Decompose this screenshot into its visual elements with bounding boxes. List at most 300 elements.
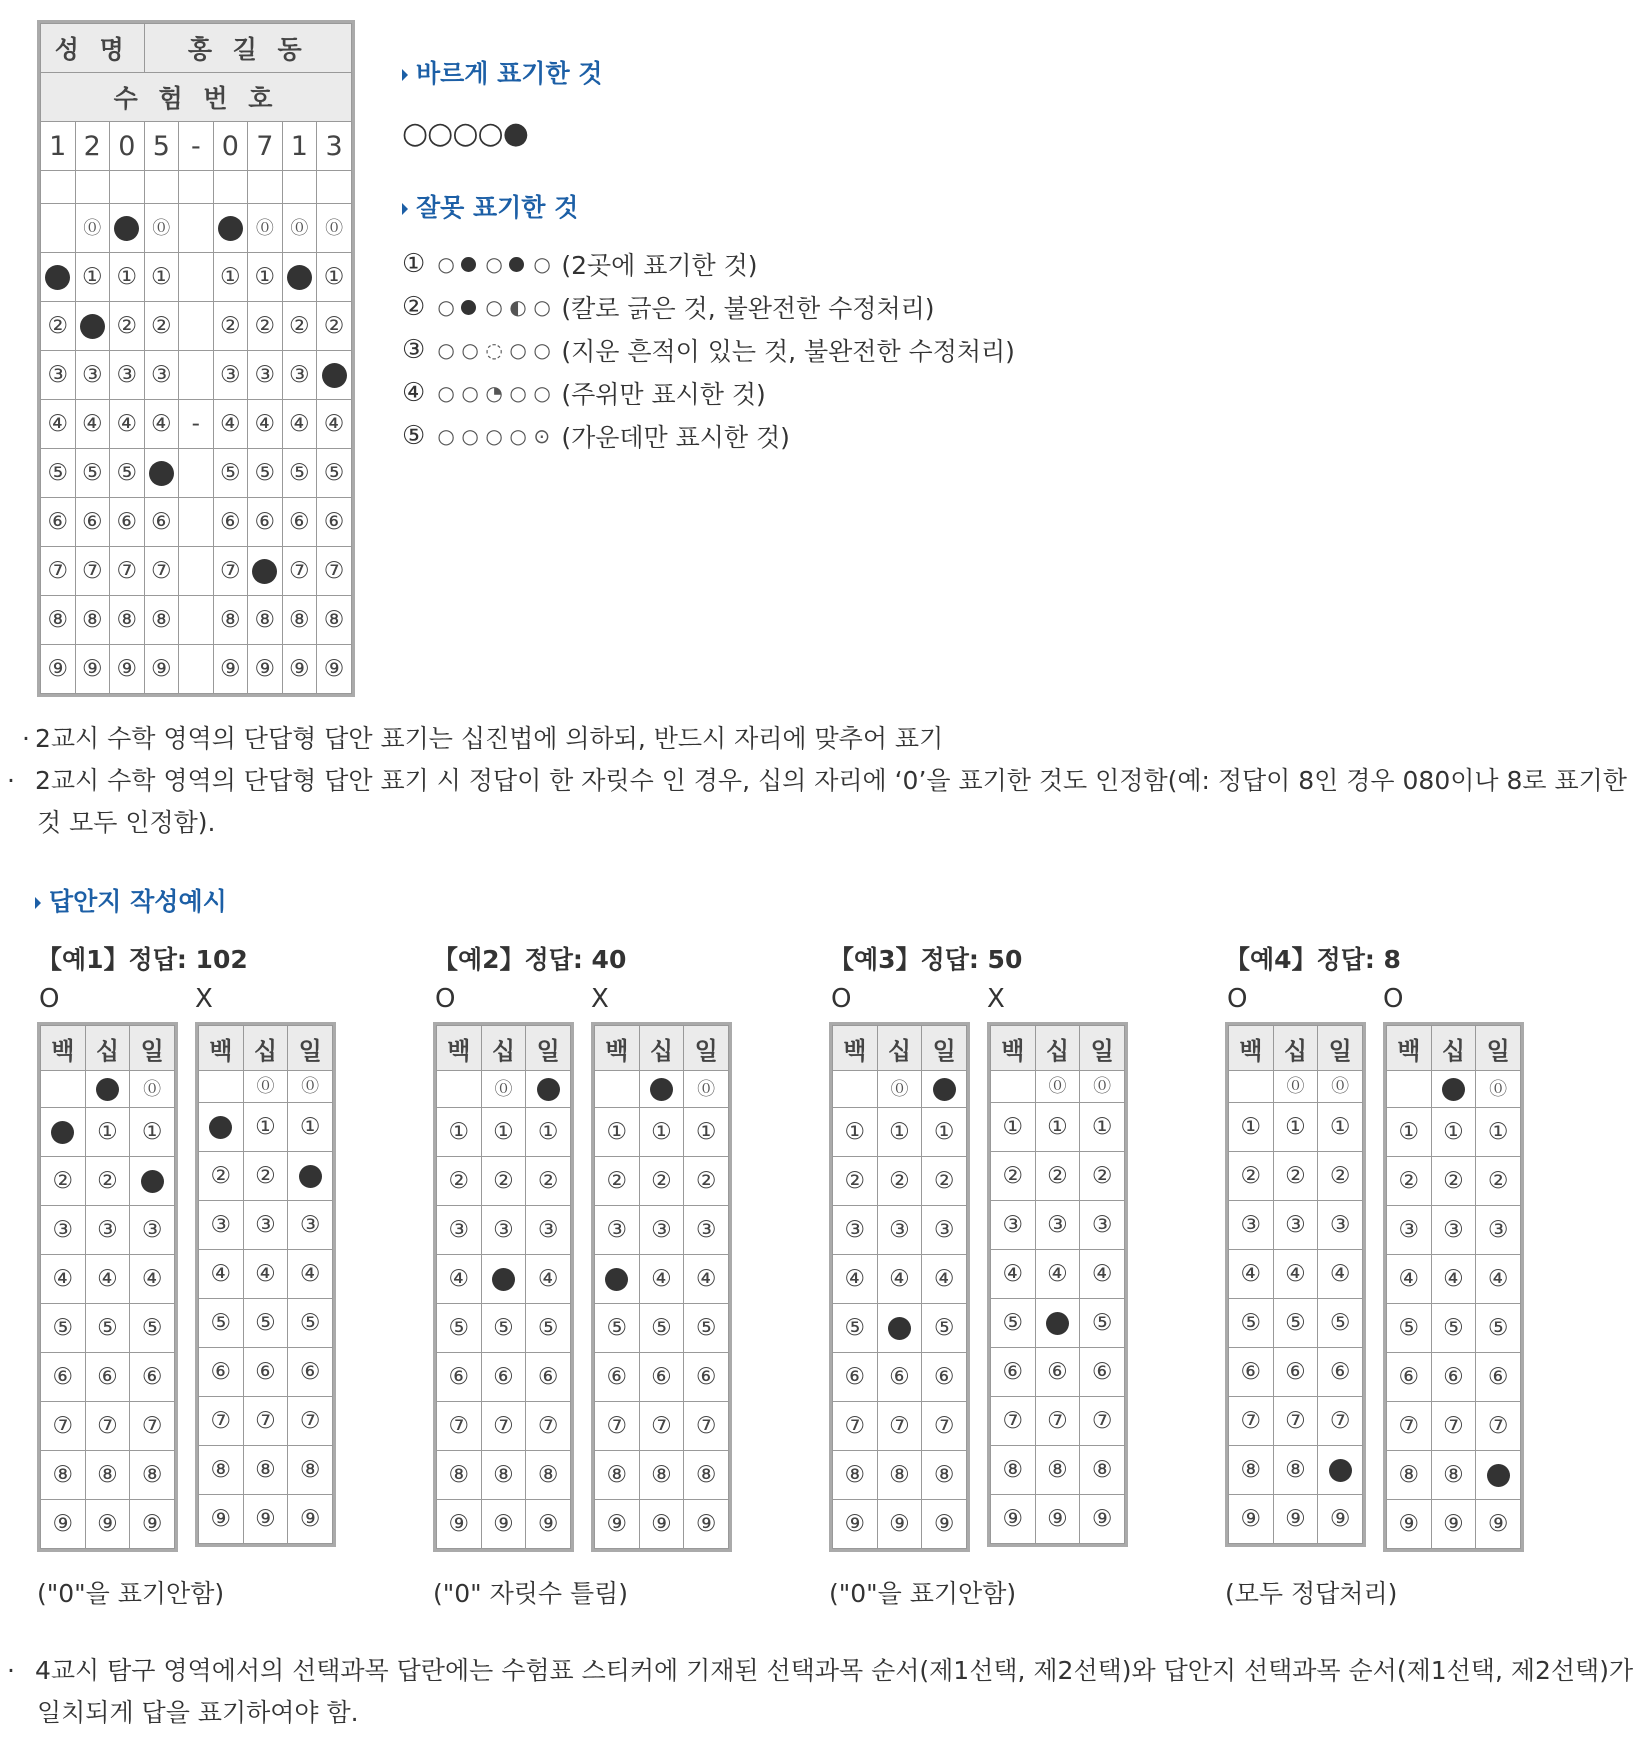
grid-cell[interactable]: [1273, 1103, 1318, 1152]
grid-cell[interactable]: [1318, 1201, 1363, 1250]
grid-cell[interactable]: [130, 1451, 175, 1500]
grid-cell[interactable]: [991, 1250, 1036, 1299]
omr-cell[interactable]: [317, 351, 352, 400]
grid-cell[interactable]: [1387, 1500, 1432, 1549]
grid-cell[interactable]: [199, 1495, 244, 1544]
grid-cell[interactable]: [41, 1071, 86, 1108]
grid-cell[interactable]: [991, 1348, 1036, 1397]
grid-cell[interactable]: [130, 1255, 175, 1304]
grid-cell[interactable]: [243, 1397, 288, 1446]
grid-cell[interactable]: [85, 1206, 130, 1255]
grid-cell[interactable]: [288, 1201, 333, 1250]
grid-cell[interactable]: [526, 1353, 571, 1402]
grid-cell[interactable]: [481, 1500, 526, 1549]
grid-cell[interactable]: [526, 1255, 571, 1304]
grid-cell[interactable]: [877, 1108, 922, 1157]
grid-cell[interactable]: [526, 1157, 571, 1206]
grid-cell[interactable]: [1318, 1071, 1363, 1103]
grid-cell[interactable]: [1080, 1201, 1125, 1250]
grid-cell[interactable]: [1476, 1451, 1521, 1500]
grid-cell[interactable]: [877, 1402, 922, 1451]
grid-cell[interactable]: [130, 1402, 175, 1451]
grid-cell[interactable]: [1229, 1152, 1274, 1201]
omr-cell[interactable]: [213, 596, 248, 645]
omr-cell[interactable]: [213, 204, 248, 253]
grid-cell[interactable]: [481, 1451, 526, 1500]
omr-cell[interactable]: [248, 351, 283, 400]
omr-cell[interactable]: [144, 253, 179, 302]
grid-cell[interactable]: [1431, 1255, 1476, 1304]
grid-cell[interactable]: [199, 1250, 244, 1299]
omr-cell[interactable]: [41, 400, 76, 449]
grid-cell[interactable]: [85, 1402, 130, 1451]
grid-cell[interactable]: [877, 1304, 922, 1353]
omr-cell[interactable]: [282, 351, 317, 400]
grid-cell[interactable]: [922, 1304, 967, 1353]
grid-cell[interactable]: [1273, 1495, 1318, 1544]
grid-cell[interactable]: [684, 1255, 729, 1304]
omr-cell[interactable]: [41, 351, 76, 400]
omr-cell[interactable]: [282, 449, 317, 498]
grid-cell[interactable]: [595, 1402, 640, 1451]
grid-cell[interactable]: [1273, 1250, 1318, 1299]
omr-cell[interactable]: [75, 253, 110, 302]
grid-cell[interactable]: [833, 1500, 878, 1549]
grid-cell[interactable]: [1229, 1348, 1274, 1397]
omr-cell[interactable]: [41, 547, 76, 596]
grid-cell[interactable]: [481, 1402, 526, 1451]
grid-cell[interactable]: [526, 1108, 571, 1157]
grid-cell[interactable]: [243, 1299, 288, 1348]
omr-cell[interactable]: [248, 449, 283, 498]
grid-cell[interactable]: [1273, 1071, 1318, 1103]
grid-cell[interactable]: [199, 1446, 244, 1495]
grid-cell[interactable]: [877, 1353, 922, 1402]
grid-cell[interactable]: [1273, 1348, 1318, 1397]
grid-cell[interactable]: [85, 1451, 130, 1500]
grid-cell[interactable]: [1318, 1299, 1363, 1348]
grid-cell[interactable]: [243, 1071, 288, 1103]
grid-cell[interactable]: [639, 1500, 684, 1549]
omr-cell[interactable]: [248, 596, 283, 645]
grid-cell[interactable]: [437, 1353, 482, 1402]
omr-cell[interactable]: [213, 253, 248, 302]
omr-cell[interactable]: [110, 645, 145, 694]
grid-cell[interactable]: [1431, 1304, 1476, 1353]
grid-cell[interactable]: [833, 1157, 878, 1206]
grid-cell[interactable]: [130, 1206, 175, 1255]
omr-cell[interactable]: [282, 596, 317, 645]
grid-cell[interactable]: [684, 1353, 729, 1402]
grid-cell[interactable]: [1476, 1206, 1521, 1255]
omr-cell[interactable]: [179, 204, 214, 253]
omr-cell[interactable]: [110, 596, 145, 645]
omr-cell[interactable]: [41, 253, 76, 302]
omr-cell[interactable]: [317, 400, 352, 449]
grid-cell[interactable]: [243, 1250, 288, 1299]
grid-cell[interactable]: [288, 1348, 333, 1397]
omr-cell[interactable]: [75, 547, 110, 596]
grid-cell[interactable]: [684, 1071, 729, 1108]
omr-cell[interactable]: [317, 498, 352, 547]
omr-cell[interactable]: [110, 547, 145, 596]
omr-cell[interactable]: [213, 645, 248, 694]
grid-cell[interactable]: [481, 1304, 526, 1353]
grid-cell[interactable]: [85, 1304, 130, 1353]
omr-cell[interactable]: [144, 204, 179, 253]
grid-cell[interactable]: [41, 1206, 86, 1255]
grid-cell[interactable]: [922, 1353, 967, 1402]
grid-cell[interactable]: [199, 1299, 244, 1348]
grid-cell[interactable]: [1035, 1250, 1080, 1299]
grid-cell[interactable]: [1387, 1304, 1432, 1353]
grid-cell[interactable]: [922, 1071, 967, 1108]
grid-cell[interactable]: [288, 1397, 333, 1446]
omr-cell[interactable]: [75, 351, 110, 400]
grid-cell[interactable]: [1273, 1446, 1318, 1495]
omr-cell[interactable]: [213, 400, 248, 449]
omr-cell[interactable]: [248, 645, 283, 694]
grid-cell[interactable]: [1273, 1201, 1318, 1250]
grid-cell[interactable]: [1035, 1152, 1080, 1201]
grid-cell[interactable]: [41, 1304, 86, 1353]
grid-cell[interactable]: [437, 1206, 482, 1255]
omr-cell[interactable]: [41, 449, 76, 498]
grid-cell[interactable]: [199, 1201, 244, 1250]
grid-cell[interactable]: [85, 1108, 130, 1157]
grid-cell[interactable]: [1387, 1451, 1432, 1500]
grid-cell[interactable]: [1273, 1152, 1318, 1201]
omr-cell[interactable]: [75, 302, 110, 351]
grid-cell[interactable]: [639, 1206, 684, 1255]
grid-cell[interactable]: [639, 1451, 684, 1500]
grid-cell[interactable]: [1431, 1071, 1476, 1108]
grid-cell[interactable]: [1080, 1152, 1125, 1201]
grid-cell[interactable]: [41, 1108, 86, 1157]
omr-cell[interactable]: [248, 498, 283, 547]
grid-cell[interactable]: [639, 1108, 684, 1157]
grid-cell[interactable]: [243, 1348, 288, 1397]
grid-cell[interactable]: [1476, 1071, 1521, 1108]
grid-cell[interactable]: [1431, 1206, 1476, 1255]
grid-cell[interactable]: [41, 1500, 86, 1549]
grid-cell[interactable]: [437, 1402, 482, 1451]
grid-cell[interactable]: [1476, 1304, 1521, 1353]
grid-cell[interactable]: [595, 1500, 640, 1549]
omr-cell[interactable]: [110, 498, 145, 547]
grid-cell[interactable]: [41, 1353, 86, 1402]
omr-cell[interactable]: [144, 645, 179, 694]
grid-cell[interactable]: [1476, 1255, 1521, 1304]
grid-cell[interactable]: [1318, 1397, 1363, 1446]
omr-cell[interactable]: [144, 547, 179, 596]
grid-cell[interactable]: [1431, 1500, 1476, 1549]
grid-cell[interactable]: [684, 1304, 729, 1353]
grid-cell[interactable]: [595, 1108, 640, 1157]
grid-cell[interactable]: [85, 1255, 130, 1304]
grid-cell[interactable]: [1476, 1157, 1521, 1206]
grid-cell[interactable]: [595, 1451, 640, 1500]
grid-cell[interactable]: [595, 1071, 640, 1108]
grid-cell[interactable]: [1035, 1103, 1080, 1152]
grid-cell[interactable]: [481, 1071, 526, 1108]
grid-cell[interactable]: [1387, 1255, 1432, 1304]
grid-cell[interactable]: [243, 1446, 288, 1495]
grid-cell[interactable]: [1431, 1108, 1476, 1157]
grid-cell[interactable]: [437, 1304, 482, 1353]
omr-cell[interactable]: [75, 596, 110, 645]
grid-cell[interactable]: [991, 1152, 1036, 1201]
grid-cell[interactable]: [833, 1255, 878, 1304]
grid-cell[interactable]: [437, 1500, 482, 1549]
omr-cell[interactable]: [75, 645, 110, 694]
grid-cell[interactable]: [877, 1500, 922, 1549]
grid-cell[interactable]: [1318, 1446, 1363, 1495]
grid-cell[interactable]: [1476, 1353, 1521, 1402]
grid-cell[interactable]: [1431, 1402, 1476, 1451]
omr-cell[interactable]: [317, 302, 352, 351]
omr-cell[interactable]: [110, 253, 145, 302]
grid-cell[interactable]: [1080, 1397, 1125, 1446]
grid-cell[interactable]: [877, 1255, 922, 1304]
omr-cell[interactable]: [248, 204, 283, 253]
grid-cell[interactable]: [1080, 1103, 1125, 1152]
grid-cell[interactable]: [1035, 1201, 1080, 1250]
grid-cell[interactable]: [288, 1152, 333, 1201]
omr-cell[interactable]: [282, 253, 317, 302]
grid-cell[interactable]: [595, 1304, 640, 1353]
grid-cell[interactable]: [199, 1152, 244, 1201]
grid-cell[interactable]: [199, 1103, 244, 1152]
omr-cell[interactable]: [317, 253, 352, 302]
grid-cell[interactable]: [526, 1402, 571, 1451]
grid-cell[interactable]: [288, 1446, 333, 1495]
omr-cell[interactable]: [75, 449, 110, 498]
omr-cell[interactable]: [317, 449, 352, 498]
grid-cell[interactable]: [1080, 1071, 1125, 1103]
grid-cell[interactable]: [1229, 1201, 1274, 1250]
omr-cell[interactable]: [144, 449, 179, 498]
grid-cell[interactable]: [922, 1108, 967, 1157]
grid-cell[interactable]: [481, 1353, 526, 1402]
grid-cell[interactable]: [684, 1108, 729, 1157]
omr-cell[interactable]: [248, 302, 283, 351]
grid-cell[interactable]: [85, 1157, 130, 1206]
grid-cell[interactable]: [1080, 1446, 1125, 1495]
grid-cell[interactable]: [991, 1103, 1036, 1152]
grid-cell[interactable]: [1387, 1157, 1432, 1206]
grid-cell[interactable]: [991, 1299, 1036, 1348]
omr-cell[interactable]: [213, 547, 248, 596]
grid-cell[interactable]: [1229, 1071, 1274, 1103]
grid-cell[interactable]: [481, 1157, 526, 1206]
grid-cell[interactable]: [922, 1402, 967, 1451]
grid-cell[interactable]: [526, 1206, 571, 1255]
grid-cell[interactable]: [922, 1255, 967, 1304]
grid-cell[interactable]: [922, 1157, 967, 1206]
grid-cell[interactable]: [1229, 1299, 1274, 1348]
omr-cell[interactable]: [317, 204, 352, 253]
grid-cell[interactable]: [481, 1108, 526, 1157]
grid-cell[interactable]: [1476, 1500, 1521, 1549]
grid-cell[interactable]: [877, 1071, 922, 1108]
omr-cell[interactable]: [110, 204, 145, 253]
grid-cell[interactable]: [1431, 1353, 1476, 1402]
grid-cell[interactable]: [922, 1206, 967, 1255]
grid-cell[interactable]: [684, 1451, 729, 1500]
grid-cell[interactable]: [1387, 1353, 1432, 1402]
grid-cell[interactable]: [1080, 1250, 1125, 1299]
grid-cell[interactable]: [1035, 1446, 1080, 1495]
grid-cell[interactable]: [1229, 1250, 1274, 1299]
omr-cell[interactable]: [282, 645, 317, 694]
grid-cell[interactable]: [991, 1201, 1036, 1250]
omr-cell[interactable]: [248, 400, 283, 449]
grid-cell[interactable]: [1080, 1299, 1125, 1348]
grid-cell[interactable]: [288, 1103, 333, 1152]
grid-cell[interactable]: [1035, 1397, 1080, 1446]
grid-cell[interactable]: [85, 1500, 130, 1549]
omr-cell[interactable]: [282, 498, 317, 547]
grid-cell[interactable]: [41, 1402, 86, 1451]
grid-cell[interactable]: [288, 1495, 333, 1544]
grid-cell[interactable]: [437, 1108, 482, 1157]
omr-cell[interactable]: [213, 449, 248, 498]
omr-cell[interactable]: [110, 449, 145, 498]
grid-cell[interactable]: [1318, 1250, 1363, 1299]
grid-cell[interactable]: [243, 1201, 288, 1250]
grid-cell[interactable]: [1229, 1397, 1274, 1446]
grid-cell[interactable]: [639, 1255, 684, 1304]
grid-cell[interactable]: [639, 1157, 684, 1206]
grid-cell[interactable]: [1318, 1103, 1363, 1152]
grid-cell[interactable]: [437, 1451, 482, 1500]
grid-cell[interactable]: [595, 1353, 640, 1402]
grid-cell[interactable]: [41, 1451, 86, 1500]
grid-cell[interactable]: [130, 1108, 175, 1157]
omr-cell[interactable]: [213, 302, 248, 351]
grid-cell[interactable]: [922, 1451, 967, 1500]
grid-cell[interactable]: [595, 1157, 640, 1206]
grid-cell[interactable]: [1387, 1402, 1432, 1451]
omr-cell[interactable]: [41, 204, 76, 253]
grid-cell[interactable]: [991, 1071, 1036, 1103]
omr-cell[interactable]: [144, 351, 179, 400]
grid-cell[interactable]: [1318, 1348, 1363, 1397]
omr-cell[interactable]: [213, 351, 248, 400]
omr-cell[interactable]: [144, 400, 179, 449]
grid-cell[interactable]: [1229, 1103, 1274, 1152]
grid-cell[interactable]: [1273, 1299, 1318, 1348]
grid-cell[interactable]: [684, 1500, 729, 1549]
grid-cell[interactable]: [1431, 1451, 1476, 1500]
omr-cell[interactable]: [110, 351, 145, 400]
grid-cell[interactable]: [199, 1071, 244, 1103]
grid-cell[interactable]: [639, 1071, 684, 1108]
omr-cell[interactable]: [213, 498, 248, 547]
grid-cell[interactable]: [526, 1071, 571, 1108]
grid-cell[interactable]: [526, 1451, 571, 1500]
grid-cell[interactable]: [1035, 1495, 1080, 1544]
omr-cell[interactable]: [110, 302, 145, 351]
grid-cell[interactable]: [288, 1250, 333, 1299]
grid-cell[interactable]: [595, 1206, 640, 1255]
grid-cell[interactable]: [481, 1255, 526, 1304]
omr-cell[interactable]: [110, 400, 145, 449]
grid-cell[interactable]: [1431, 1157, 1476, 1206]
grid-cell[interactable]: [288, 1299, 333, 1348]
omr-cell[interactable]: [248, 547, 283, 596]
omr-cell[interactable]: [75, 204, 110, 253]
grid-cell[interactable]: [1080, 1495, 1125, 1544]
omr-cell[interactable]: [317, 596, 352, 645]
grid-cell[interactable]: [684, 1157, 729, 1206]
grid-cell[interactable]: [833, 1206, 878, 1255]
omr-cell[interactable]: [144, 596, 179, 645]
omr-cell[interactable]: [41, 498, 76, 547]
grid-cell[interactable]: [877, 1206, 922, 1255]
grid-cell[interactable]: [130, 1071, 175, 1108]
grid-cell[interactable]: [639, 1304, 684, 1353]
grid-cell[interactable]: [833, 1108, 878, 1157]
grid-cell[interactable]: [833, 1402, 878, 1451]
omr-cell[interactable]: [144, 302, 179, 351]
grid-cell[interactable]: [437, 1255, 482, 1304]
grid-cell[interactable]: [243, 1495, 288, 1544]
grid-cell[interactable]: [833, 1304, 878, 1353]
grid-cell[interactable]: [991, 1495, 1036, 1544]
grid-cell[interactable]: [991, 1446, 1036, 1495]
omr-cell[interactable]: [317, 645, 352, 694]
omr-cell[interactable]: [248, 253, 283, 302]
grid-cell[interactable]: [991, 1397, 1036, 1446]
grid-cell[interactable]: [1035, 1348, 1080, 1397]
grid-cell[interactable]: [526, 1304, 571, 1353]
grid-cell[interactable]: [130, 1353, 175, 1402]
grid-cell[interactable]: [833, 1071, 878, 1108]
grid-cell[interactable]: [85, 1353, 130, 1402]
grid-cell[interactable]: [833, 1353, 878, 1402]
omr-cell[interactable]: [41, 645, 76, 694]
omr-cell[interactable]: [75, 498, 110, 547]
grid-cell[interactable]: [130, 1157, 175, 1206]
omr-cell[interactable]: [41, 596, 76, 645]
grid-cell[interactable]: [1080, 1348, 1125, 1397]
grid-cell[interactable]: [684, 1206, 729, 1255]
omr-cell[interactable]: [41, 302, 76, 351]
grid-cell[interactable]: [1035, 1071, 1080, 1103]
omr-cell[interactable]: [75, 400, 110, 449]
grid-cell[interactable]: [41, 1255, 86, 1304]
grid-cell[interactable]: [1476, 1402, 1521, 1451]
omr-cell[interactable]: [282, 302, 317, 351]
grid-cell[interactable]: [243, 1103, 288, 1152]
omr-cell[interactable]: [282, 204, 317, 253]
omr-cell[interactable]: [317, 547, 352, 596]
grid-cell[interactable]: [199, 1397, 244, 1446]
grid-cell[interactable]: [833, 1451, 878, 1500]
grid-cell[interactable]: [922, 1500, 967, 1549]
grid-cell[interactable]: [877, 1451, 922, 1500]
omr-cell[interactable]: [282, 547, 317, 596]
grid-cell[interactable]: [288, 1071, 333, 1103]
grid-cell[interactable]: [437, 1071, 482, 1108]
grid-cell[interactable]: [130, 1304, 175, 1353]
grid-cell[interactable]: [526, 1500, 571, 1549]
grid-cell[interactable]: [1229, 1446, 1274, 1495]
grid-cell[interactable]: [243, 1152, 288, 1201]
omr-cell[interactable]: [144, 498, 179, 547]
